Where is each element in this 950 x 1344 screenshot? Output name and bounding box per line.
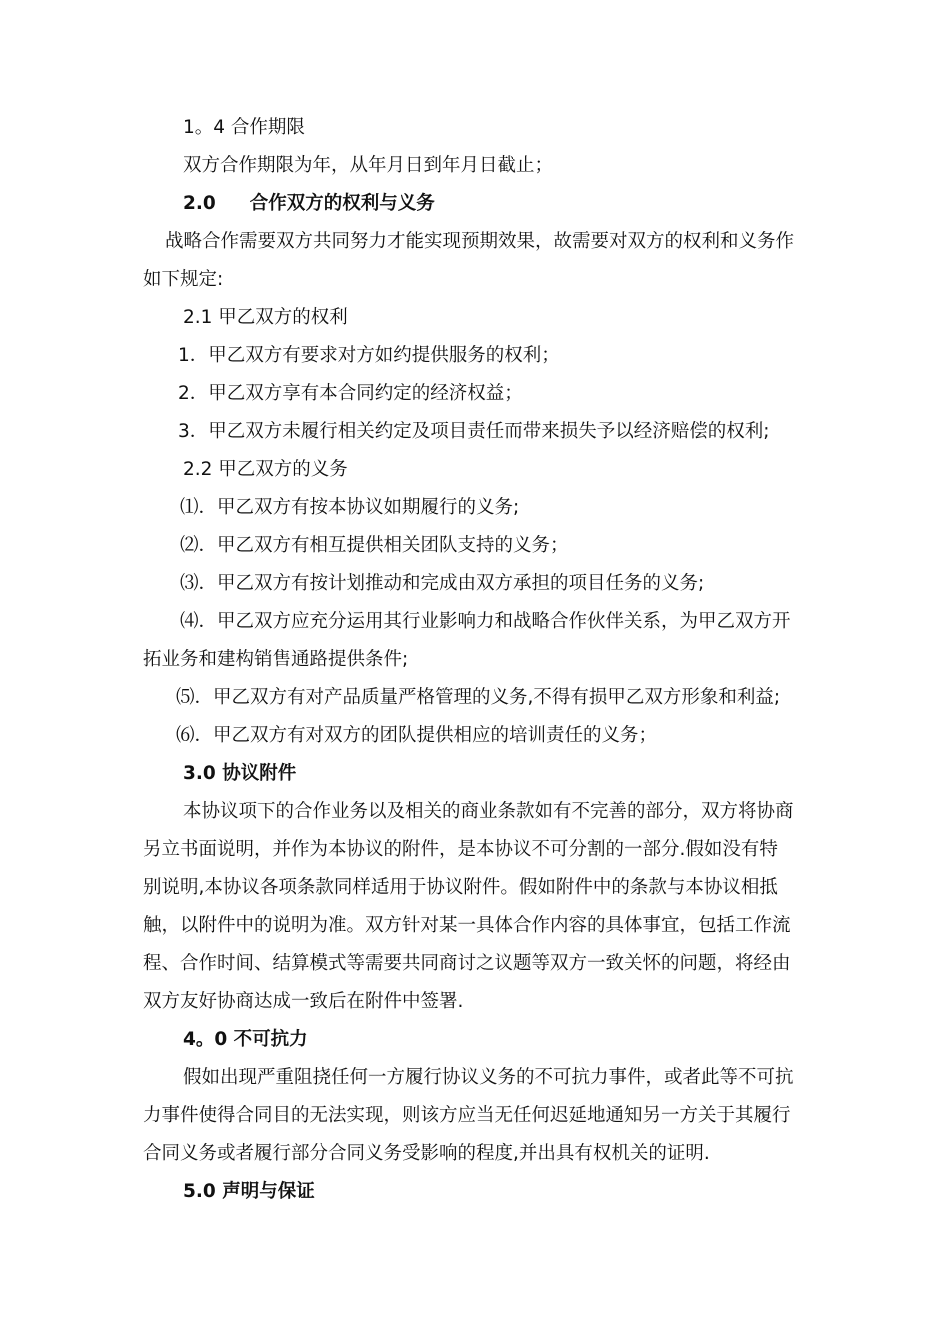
paragraph-line: 本协议项下的合作业务以及相关的商业条款如有不完善的部分，双方将协商 xyxy=(183,801,794,822)
paragraph-line: 别说明,本协议各项条款同样适用于协议附件。假如附件中的条款与本协议相抵 xyxy=(143,877,778,898)
paragraph-line: 程、合作时间、结算模式等需要共同商讨之议题等双方一致关怀的问题，将经由 xyxy=(143,953,791,974)
list-item: ⑹．甲乙双方有对双方的团队提供相应的培训责任的义务； xyxy=(176,725,658,746)
subsection-heading-2-1: 2.1 甲乙双方的权利 xyxy=(183,307,348,328)
section-heading-4-0: 4。0 不可抗力 xyxy=(183,1029,308,1050)
paragraph-line: 力事件使得合同目的无法实现，则该方应当无任何迟延地通知另一方关于其履行 xyxy=(143,1105,791,1126)
paragraph-line: 触，以附件中的说明为准。双方针对某一具体合作内容的具体事宜，包括工作流 xyxy=(143,915,791,936)
subsection-heading-2-2: 2.2 甲乙双方的义务 xyxy=(183,459,348,480)
list-item: ⑶．甲乙双方有按计划推动和完成由双方承担的项目任务的义务; xyxy=(180,573,705,594)
paragraph-line: 战略合作需要双方共同努力才能实现预期效果，故需要对双方的权利和义务作 xyxy=(165,231,795,252)
paragraph-line: 如下规定: xyxy=(143,269,224,290)
list-item: ⑵．甲乙双方有相互提供相关团队支持的义务； xyxy=(180,535,569,556)
paragraph-line: 假如出现严重阻挠任何一方履行协议义务的不可抗力事件，或者此等不可抗 xyxy=(183,1067,794,1088)
section-heading-1-4: 1。4 合作期限 xyxy=(183,117,305,138)
section-heading-3-0: 3.0 协议附件 xyxy=(183,763,297,784)
list-item: ⑸．甲乙双方有对产品质量严格管理的义务,不得有损甲乙双方形象和利益; xyxy=(176,687,781,708)
section-title: 合作双方的权利与义务 xyxy=(249,193,435,214)
list-item: ⑴．甲乙双方有按本协议如期履行的义务; xyxy=(180,497,520,518)
list-item: 1．甲乙双方有要求对方如约提供服务的权利； xyxy=(178,345,560,366)
section-heading-2-0 xyxy=(183,189,435,219)
section-heading-5-0: 5.0 声明与保证 xyxy=(183,1181,315,1202)
paragraph-line: 双方友好协商达成一致后在附件中签署. xyxy=(143,991,464,1012)
list-item-continuation: 拓业务和建构销售通路提供条件; xyxy=(143,649,409,670)
paragraph-line: 另立书面说明，并作为本协议的附件，是本协议不可分割的一部分.假如没有特 xyxy=(143,839,778,860)
section-number: 2.0 xyxy=(183,193,216,214)
list-item: 2．甲乙双方享有本合同约定的经济权益； xyxy=(178,383,523,404)
paragraph-line: 合同义务或者履行部分合同义务受影响的程度,并出具有权机关的证明. xyxy=(143,1143,710,1164)
list-item: 3．甲乙双方未履行相关约定及项目责任而带来损失予以经济赔偿的权利; xyxy=(178,421,770,442)
paragraph-line: 双方合作期限为年，从年月日到年月日截止； xyxy=(183,155,554,176)
list-item: ⑷．甲乙双方应充分运用其行业影响力和战略合作伙伴关系，为甲乙双方开 xyxy=(180,611,791,632)
